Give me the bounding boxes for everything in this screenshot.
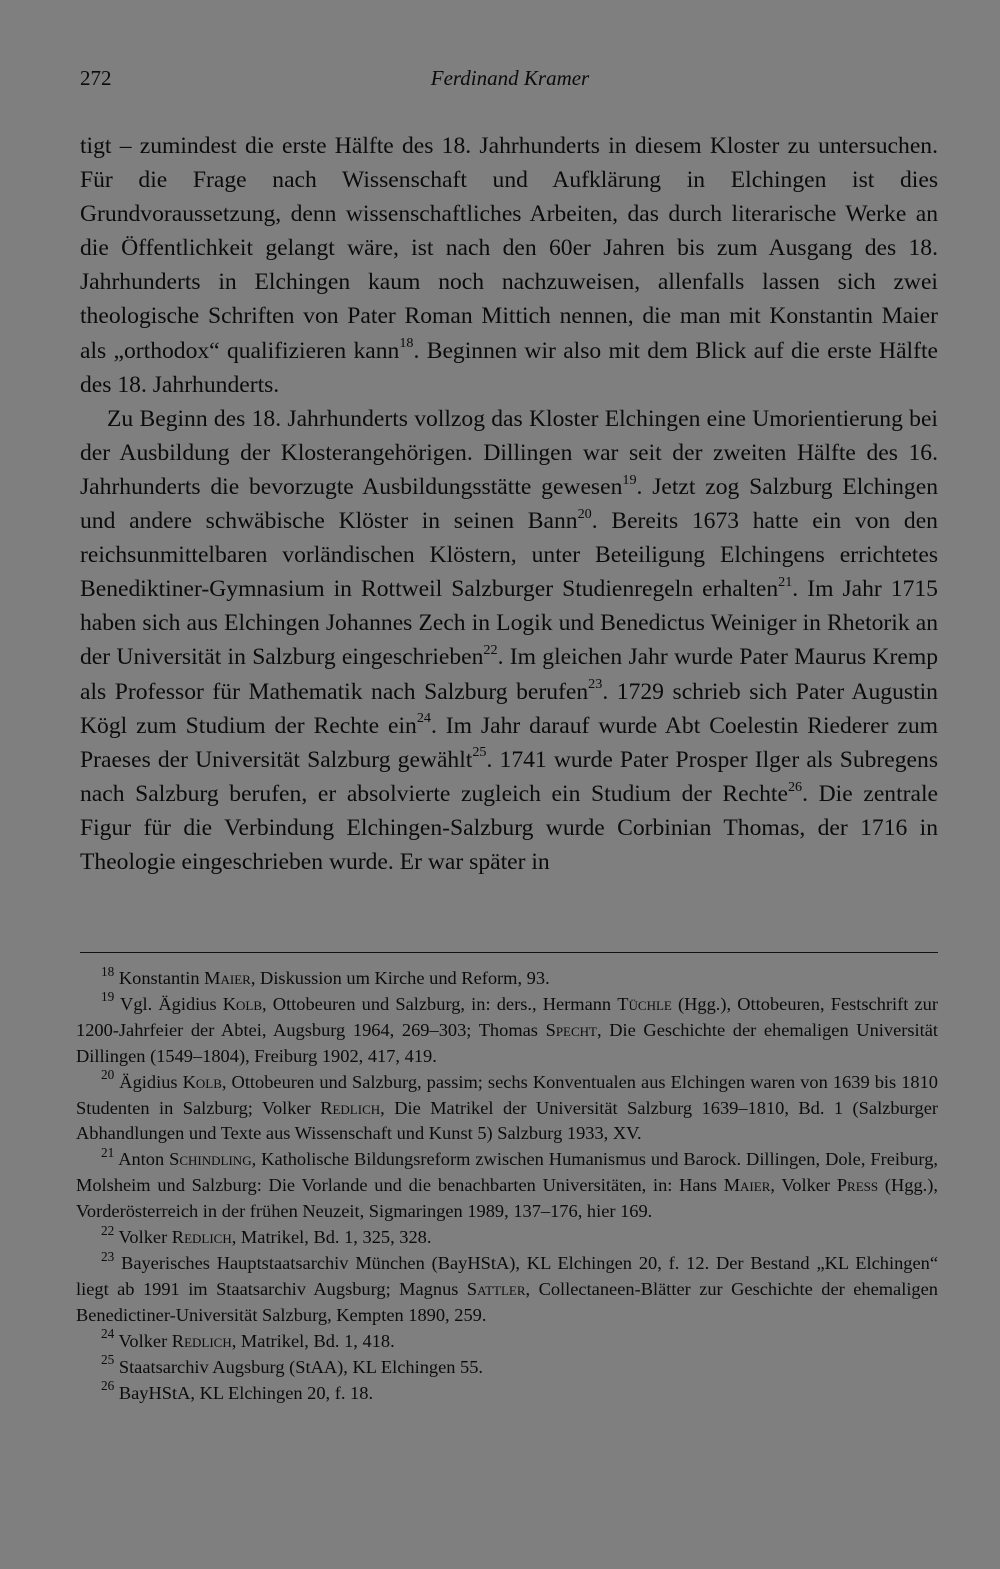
author-name: Kolb xyxy=(182,1071,222,1092)
author-name: Maier xyxy=(723,1175,771,1196)
footnote-number: 25 xyxy=(101,1352,115,1368)
footnote-19 xyxy=(76,989,938,1070)
text-segment: Bayerisches Hauptstaatsarchiv München (BayHStA), KL Elchingen 20, f. 12. Der Bestand „KL Elchingen“ liegt ab 1991 im Staatsarchiv Augsburg; Magnus xyxy=(76,1252,938,1299)
text-segment: , Katholische Bildungsreform zwischen Humanismus und Barock. Dillingen, Dole, Freiburg, Molsheim und Salzburg: Die Vorlande und die benachbarten Universitäten, in: Hans xyxy=(76,1149,938,1196)
author-name: Specht xyxy=(545,1019,597,1040)
text-segment: Volker xyxy=(118,1330,172,1351)
text-segment: BayHStA, KL Elchingen 20, f. 18. xyxy=(118,1382,374,1403)
footnote-ref: 18 xyxy=(399,335,414,352)
author-name: Schindling xyxy=(169,1149,252,1170)
footnote-ref: 19 xyxy=(622,471,637,488)
page-header xyxy=(80,66,940,100)
footnote-number: 21 xyxy=(101,1144,115,1160)
footnotes xyxy=(76,963,939,1406)
text-segment: . Im Jahr darauf wurde Abt Coelestin Riederer zum Praeses der Universität Salzburg gewählt xyxy=(80,712,938,773)
text-segment: Volker xyxy=(118,1227,172,1248)
text-segment: . Im gleichen Jahr wurde Pater Maurus Kremp als Professor für Mathematik nach Salzburg berufen xyxy=(80,644,938,705)
text-segment: , Collectaneen-Blätter zur Geschichte der ehemaligen Benedictiner-Universität Salzburg, Kempten 1890, 259. xyxy=(76,1278,938,1325)
footnote-number: 23 xyxy=(101,1248,115,1264)
footnote-number: 24 xyxy=(101,1326,115,1342)
text-segment: Staatsarchiv Augsburg (StAA), KL Elchingen 55. xyxy=(118,1356,484,1377)
text-segment: Anton xyxy=(118,1149,170,1170)
paragraph-1 xyxy=(80,129,938,402)
text-segment: . Jetzt zog Salzburg Elchingen und andere schwäbische Klöster in seinen Bann xyxy=(80,473,938,535)
author-name: Tüchle xyxy=(617,993,672,1014)
footnote-number: 20 xyxy=(101,1067,115,1083)
text-segment: , Die Geschichte der ehemaligen Universität Dillingen (1549–1804), Freiburg 1902, 417, 419. xyxy=(76,1019,938,1066)
paragraph-2 xyxy=(80,402,938,879)
footnote-divider xyxy=(80,952,938,953)
footnote-ref: 23 xyxy=(588,676,603,693)
footnote-24 xyxy=(76,1326,938,1355)
text-segment: , Ottobeuren und Salzburg, passim; sechs Konventualen aus Elchingen waren von 1639 bis 1810 Studenten in Salzburg; Volker xyxy=(76,1071,938,1118)
text-segment: , Die Matrikel der Universität Salzburg 1639–1810, Bd. 1 (Salzburger Abhandlungen und Texte aus Wissenschaft und Kunst 5) Salzburg 1933, XV. xyxy=(76,1097,939,1144)
text-segment: Vgl. Ägidius xyxy=(120,993,223,1014)
text-segment: . Im Jahr 1715 haben sich aus Elchingen Johannes Zech in Logik und Benedictus Weiniger in Rhetorik an der Universität in Salzburg eingeschrieben xyxy=(80,576,938,671)
footnote-22 xyxy=(76,1222,938,1251)
author-name: Sattler xyxy=(466,1278,526,1299)
author-name: Press xyxy=(836,1175,879,1196)
text-segment: , Matrikel, Bd. 1, 325, 328. xyxy=(231,1227,432,1248)
text-segment: . Bereits 1673 hatte ein von den reichsunmittelbaren vorländischen Klöstern, unter Beteiligung Elchingens errichtetes Benediktiner-Gymnasium in Rottweil Salzburger Studienregeln erhalten xyxy=(80,508,938,603)
footnote-25 xyxy=(76,1352,938,1381)
footnote-number: 19 xyxy=(101,989,115,1005)
footnote-ref: 20 xyxy=(577,505,592,522)
running-title: Ferdinand Kramer xyxy=(430,66,590,90)
text-segment: (Hgg.), Ottobeuren, Festschrift zur 1200-Jahrfeier der Abtei, Augsburg 1964, 269–303; Thomas xyxy=(76,993,938,1040)
text-segment: (Hgg.), Vorderösterreich in der frühen Neuzeit, Sigmaringen 1989, 137–176, hier 169. xyxy=(76,1175,938,1222)
footnote-23 xyxy=(76,1248,938,1329)
text-segment: , Matrikel, Bd. 1, 418. xyxy=(231,1330,395,1351)
text-segment: , Ottobeuren und Salzburg, in: ders., Hermann xyxy=(262,993,618,1014)
text-segment: , Volker xyxy=(770,1175,837,1196)
footnote-ref: 22 xyxy=(483,642,498,659)
footnote-26 xyxy=(76,1378,938,1407)
footnote-18 xyxy=(76,963,938,992)
text-segment: . Beginnen wir also mit dem Blick auf die erste Hälfte des 18. Jahrhunderts. xyxy=(80,337,938,398)
text-segment: . Die zentrale Figur für die Verbindung Elchingen-Salzburg wurde Corbinian Thomas, der 1716 in Theologie eingeschrieben wurde. Er war später in xyxy=(80,780,939,875)
footnote-number: 26 xyxy=(101,1378,115,1394)
footnote-ref: 21 xyxy=(778,573,793,590)
page-number: 272 xyxy=(80,66,112,90)
author-name: Redlich xyxy=(171,1227,232,1248)
text-segment: . 1741 wurde Pater Prosper Ilger als Subregens nach Salzburg berufen, er absolvierte zugleich ein Studium der Rechte xyxy=(80,746,938,807)
author-name: Kolb xyxy=(222,993,263,1014)
text-segment: Konstantin xyxy=(118,968,205,988)
text-segment: , Diskussion um Kirche und Reform, 93. xyxy=(250,968,550,988)
text-segment: . 1729 schrieb sich Pater Augustin Kögl zum Studium der Rechte ein xyxy=(80,678,938,739)
footnote-number: 18 xyxy=(101,963,115,979)
footnote-ref: 24 xyxy=(416,710,431,727)
footnote-20 xyxy=(76,1067,939,1148)
footnote-ref: 26 xyxy=(787,778,803,795)
author-name: Redlich xyxy=(171,1330,232,1351)
text-segment: tigt – zumindest die erste Hälfte des 18. Jahrhunderts in diesem Kloster zu untersuchen. Für die Frage nach Wissenschaft und Aufklärung in Elchingen ist dies Grundvoraussetzung, denn wissenschaftliches Arbeiten, das durch literarische Werke an die Öffentlichkeit gelangt wäre, ist nach den 60er Jahren bis zum Ausgang des 18. Jahrhunderts in Elchingen kaum noch nachzuweisen, allenfalls lassen sich zwei theologische Schriften von Pater Roman Mittich nennen, die man mit Konstantin Maier als „orthodox“ qualifizieren kann xyxy=(80,133,938,364)
main-text xyxy=(80,129,938,879)
footnote-21 xyxy=(76,1144,938,1225)
text-segment: Ägidius xyxy=(119,1071,183,1092)
footnote-number: 22 xyxy=(101,1222,115,1238)
author-name: Redlich xyxy=(320,1097,381,1118)
footnote-ref: 25 xyxy=(472,744,487,761)
text-segment: Zu Beginn des 18. Jahrhunderts vollzog das Kloster Elchingen eine Umorientierung bei der Ausbildung der Klosterangehörigen. Dillingen war seit der zweiten Hälfte des 16. Jahrhunderts die bevorzugte Ausbildungsstätte gewesen xyxy=(80,405,938,500)
author-name: Maier xyxy=(204,968,251,988)
